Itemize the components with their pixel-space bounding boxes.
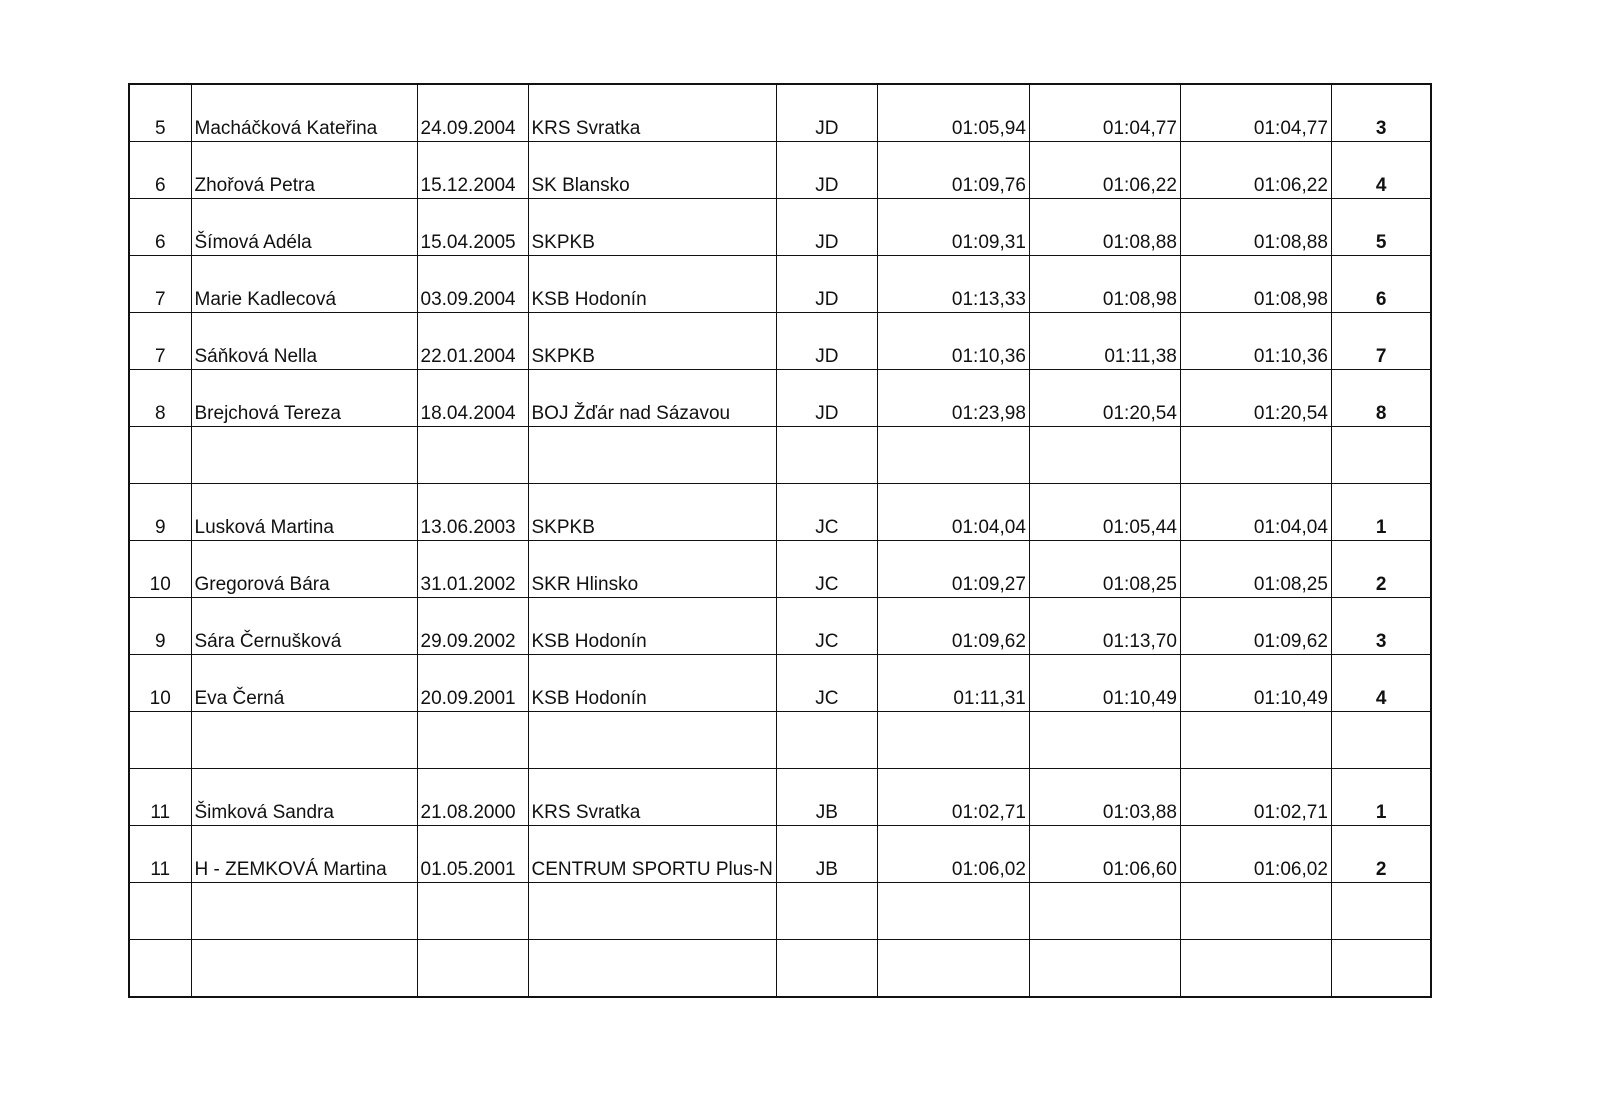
- run2-time-cell: 01:13,70: [1029, 598, 1180, 655]
- category-cell: JC: [776, 541, 877, 598]
- run1-time-cell: 01:13,33: [877, 256, 1029, 313]
- table-row: [129, 370, 1431, 427]
- athlete-name-cell: [191, 940, 417, 998]
- birth-date-cell: 20.09.2001: [417, 655, 528, 712]
- birth-date-cell: 03.09.2004: [417, 256, 528, 313]
- run2-time-cell: [1029, 883, 1180, 940]
- best-time-cell: 01:08,88: [1180, 199, 1331, 256]
- club-cell: SKR Hlinsko: [528, 541, 776, 598]
- athlete-name-cell: [191, 883, 417, 940]
- rank-cell: 4: [1331, 142, 1431, 199]
- birth-date-cell: [417, 427, 528, 484]
- run2-time-cell: 01:10,49: [1029, 655, 1180, 712]
- birth-date-cell: [417, 883, 528, 940]
- birth-date-cell: [417, 712, 528, 769]
- table-row: [129, 84, 1431, 142]
- athlete-name-cell: H - ZEMKOVÁ Martina: [191, 826, 417, 883]
- run1-time-cell: 01:10,36: [877, 313, 1029, 370]
- start-number-cell: [129, 712, 191, 769]
- best-time-cell: 01:06,22: [1180, 142, 1331, 199]
- rank-cell: 5: [1331, 199, 1431, 256]
- best-time-cell: 01:09,62: [1180, 598, 1331, 655]
- athlete-name-cell: Gregorová Bára: [191, 541, 417, 598]
- best-time-cell: 01:04,77: [1180, 84, 1331, 142]
- run1-time-cell: 01:04,04: [877, 484, 1029, 541]
- run2-time-cell: 01:08,25: [1029, 541, 1180, 598]
- club-cell: SKPKB: [528, 199, 776, 256]
- birth-date-cell: 13.06.2003: [417, 484, 528, 541]
- rank-cell: 8: [1331, 370, 1431, 427]
- category-cell: [776, 427, 877, 484]
- rank-cell: 2: [1331, 541, 1431, 598]
- rank-cell: 2: [1331, 826, 1431, 883]
- start-number-cell: 6: [129, 199, 191, 256]
- category-cell: JD: [776, 142, 877, 199]
- run1-time-cell: 01:02,71: [877, 769, 1029, 826]
- table-row: [129, 427, 1431, 484]
- club-cell: BOJ Žďár nad Sázavou: [528, 370, 776, 427]
- rank-cell: [1331, 940, 1431, 998]
- birth-date-cell: 15.04.2005: [417, 199, 528, 256]
- results-body: [129, 84, 1431, 997]
- birth-date-cell: 29.09.2002: [417, 598, 528, 655]
- club-cell: [528, 883, 776, 940]
- run1-time-cell: [877, 940, 1029, 998]
- start-number-cell: 6: [129, 142, 191, 199]
- run1-time-cell: 01:11,31: [877, 655, 1029, 712]
- run1-time-cell: 01:06,02: [877, 826, 1029, 883]
- category-cell: JD: [776, 199, 877, 256]
- athlete-name-cell: Eva Černá: [191, 655, 417, 712]
- athlete-name-cell: Brejchová Tereza: [191, 370, 417, 427]
- rank-cell: 3: [1331, 84, 1431, 142]
- run2-time-cell: 01:06,60: [1029, 826, 1180, 883]
- rank-cell: 1: [1331, 484, 1431, 541]
- category-cell: JB: [776, 769, 877, 826]
- club-cell: SKPKB: [528, 313, 776, 370]
- club-cell: SK Blansko: [528, 142, 776, 199]
- run2-time-cell: [1029, 940, 1180, 998]
- start-number-cell: 8: [129, 370, 191, 427]
- run2-time-cell: 01:06,22: [1029, 142, 1180, 199]
- table-row: [129, 199, 1431, 256]
- run1-time-cell: 01:09,27: [877, 541, 1029, 598]
- birth-date-cell: [417, 940, 528, 998]
- birth-date-cell: 24.09.2004: [417, 84, 528, 142]
- category-cell: JC: [776, 598, 877, 655]
- best-time-cell: 01:08,98: [1180, 256, 1331, 313]
- best-time-cell: [1180, 712, 1331, 769]
- start-number-cell: [129, 427, 191, 484]
- category-cell: JD: [776, 313, 877, 370]
- rank-cell: 7: [1331, 313, 1431, 370]
- birth-date-cell: 21.08.2000: [417, 769, 528, 826]
- run1-time-cell: 01:05,94: [877, 84, 1029, 142]
- category-cell: [776, 712, 877, 769]
- results-table: [128, 83, 1432, 998]
- table-row: [129, 655, 1431, 712]
- table-row: [129, 940, 1431, 998]
- athlete-name-cell: Šímová Adéla: [191, 199, 417, 256]
- run2-time-cell: 01:20,54: [1029, 370, 1180, 427]
- birth-date-cell: 01.05.2001: [417, 826, 528, 883]
- run1-time-cell: 01:09,76: [877, 142, 1029, 199]
- start-number-cell: 11: [129, 826, 191, 883]
- athlete-name-cell: Lusková Martina: [191, 484, 417, 541]
- athlete-name-cell: Macháčková Kateřina: [191, 84, 417, 142]
- run1-time-cell: 01:09,31: [877, 199, 1029, 256]
- best-time-cell: 01:08,25: [1180, 541, 1331, 598]
- rank-cell: [1331, 883, 1431, 940]
- best-time-cell: [1180, 883, 1331, 940]
- club-cell: KSB Hodonín: [528, 256, 776, 313]
- category-cell: JD: [776, 84, 877, 142]
- run2-time-cell: 01:03,88: [1029, 769, 1180, 826]
- athlete-name-cell: Marie Kadlecová: [191, 256, 417, 313]
- best-time-cell: [1180, 427, 1331, 484]
- category-cell: JC: [776, 655, 877, 712]
- run2-time-cell: 01:08,98: [1029, 256, 1180, 313]
- club-cell: KRS Svratka: [528, 769, 776, 826]
- run2-time-cell: 01:04,77: [1029, 84, 1180, 142]
- birth-date-cell: 22.01.2004: [417, 313, 528, 370]
- rank-cell: 1: [1331, 769, 1431, 826]
- athlete-name-cell: Sára Černušková: [191, 598, 417, 655]
- club-cell: KSB Hodonín: [528, 655, 776, 712]
- table-row: [129, 484, 1431, 541]
- table-row: [129, 142, 1431, 199]
- table-row: [129, 313, 1431, 370]
- rank-cell: [1331, 712, 1431, 769]
- athlete-name-cell: Sáňková Nella: [191, 313, 417, 370]
- club-cell: [528, 712, 776, 769]
- start-number-cell: 7: [129, 256, 191, 313]
- start-number-cell: 11: [129, 769, 191, 826]
- table-row: [129, 598, 1431, 655]
- birth-date-cell: 31.01.2002: [417, 541, 528, 598]
- athlete-name-cell: [191, 427, 417, 484]
- start-number-cell: 7: [129, 313, 191, 370]
- category-cell: JD: [776, 370, 877, 427]
- best-time-cell: 01:04,04: [1180, 484, 1331, 541]
- rank-cell: 6: [1331, 256, 1431, 313]
- best-time-cell: 01:06,02: [1180, 826, 1331, 883]
- run1-time-cell: 01:23,98: [877, 370, 1029, 427]
- table-row: [129, 883, 1431, 940]
- table-row: [129, 256, 1431, 313]
- best-time-cell: 01:10,49: [1180, 655, 1331, 712]
- start-number-cell: 9: [129, 484, 191, 541]
- rank-cell: 4: [1331, 655, 1431, 712]
- run1-time-cell: [877, 712, 1029, 769]
- table-row: [129, 712, 1431, 769]
- start-number-cell: 9: [129, 598, 191, 655]
- birth-date-cell: 15.12.2004: [417, 142, 528, 199]
- run2-time-cell: [1029, 427, 1180, 484]
- athlete-name-cell: Zhořová Petra: [191, 142, 417, 199]
- athlete-name-cell: Šimková Sandra: [191, 769, 417, 826]
- start-number-cell: 10: [129, 541, 191, 598]
- rank-cell: [1331, 427, 1431, 484]
- club-cell: CENTRUM SPORTU Plus-N: [528, 826, 776, 883]
- rank-cell: 3: [1331, 598, 1431, 655]
- best-time-cell: [1180, 940, 1331, 998]
- run1-time-cell: [877, 427, 1029, 484]
- run2-time-cell: [1029, 712, 1180, 769]
- run2-time-cell: 01:08,88: [1029, 199, 1180, 256]
- category-cell: JC: [776, 484, 877, 541]
- category-cell: JB: [776, 826, 877, 883]
- best-time-cell: 01:10,36: [1180, 313, 1331, 370]
- best-time-cell: 01:02,71: [1180, 769, 1331, 826]
- run2-time-cell: 01:05,44: [1029, 484, 1180, 541]
- run1-time-cell: [877, 883, 1029, 940]
- category-cell: [776, 883, 877, 940]
- start-number-cell: [129, 940, 191, 998]
- birth-date-cell: 18.04.2004: [417, 370, 528, 427]
- club-cell: SKPKB: [528, 484, 776, 541]
- table-row: [129, 826, 1431, 883]
- table-row: [129, 769, 1431, 826]
- table-row: [129, 541, 1431, 598]
- run1-time-cell: 01:09,62: [877, 598, 1029, 655]
- athlete-name-cell: [191, 712, 417, 769]
- start-number-cell: [129, 883, 191, 940]
- best-time-cell: 01:20,54: [1180, 370, 1331, 427]
- category-cell: [776, 940, 877, 998]
- club-cell: KRS Svratka: [528, 84, 776, 142]
- start-number-cell: 10: [129, 655, 191, 712]
- category-cell: JD: [776, 256, 877, 313]
- run2-time-cell: 01:11,38: [1029, 313, 1180, 370]
- club-cell: [528, 940, 776, 998]
- club-cell: [528, 427, 776, 484]
- club-cell: KSB Hodonín: [528, 598, 776, 655]
- start-number-cell: 5: [129, 84, 191, 142]
